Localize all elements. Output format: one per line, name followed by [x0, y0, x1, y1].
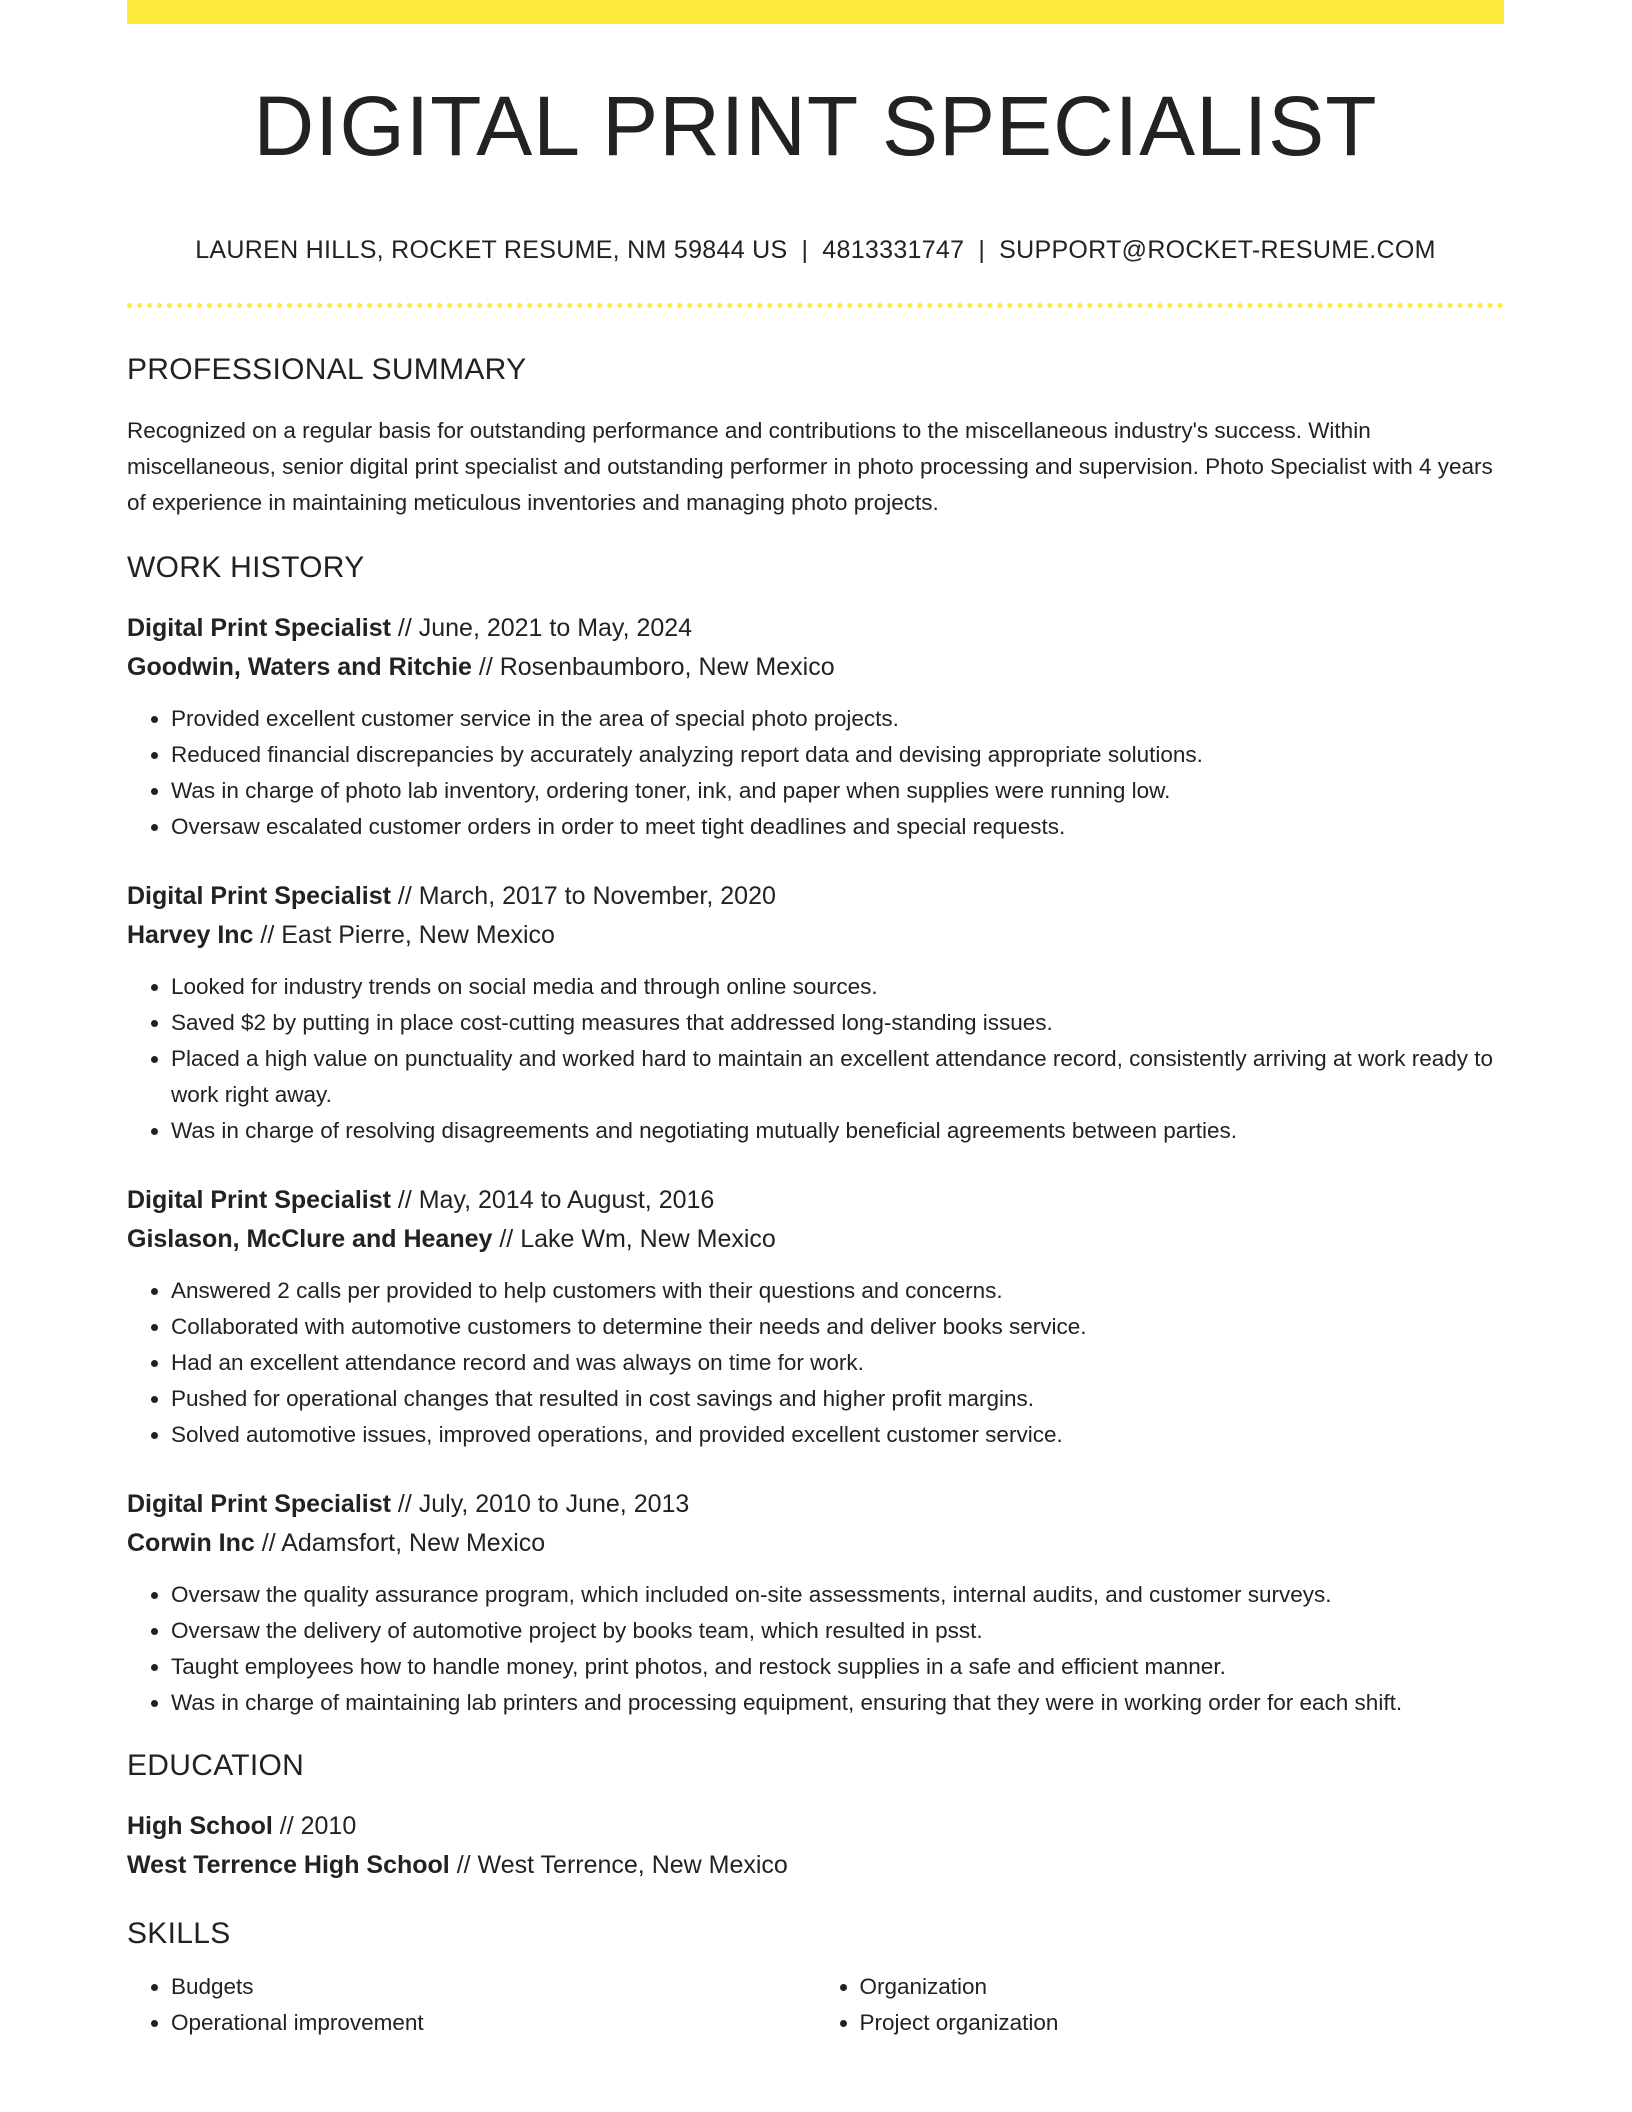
education-degree-line [127, 1807, 1504, 1846]
education-school-line [127, 1846, 1504, 1885]
list-item: • Placed a high value on punctuality and worked hard to maintain an excellent attendance record, consistently arriving at work ready to work right away. [171, 1041, 1504, 1113]
job-company: Gislason, McClure and Heaney [127, 1225, 493, 1253]
job-location: // Rosenbaumboro, New Mexico [471, 653, 835, 681]
list-item: • Taught employees how to handle money, print photos, and restock supplies in a safe and efficient manner. [171, 1649, 1504, 1685]
summary-heading: PROFESSIONAL SUMMARY [127, 353, 527, 386]
job-role: Digital Print Specialist [127, 1186, 391, 1214]
contact-line [127, 236, 1504, 265]
list-item: • Was in charge of maintaining lab printers and processing equipment, ensuring that they were in working order for each shift. [171, 1685, 1504, 1721]
resume-page [127, 0, 1504, 2041]
job-dates: // May, 2014 to August, 2016 [390, 1186, 715, 1214]
list-item: • Was in charge of resolving disagreements and negotiating mutually beneficial agreements between parties. [171, 1113, 1504, 1149]
list-item: • Provided excellent customer service in the area of special photo projects. [171, 701, 1504, 737]
education-heading: EDUCATION [127, 1749, 305, 1782]
skill-item: • Organization [860, 1969, 1505, 2005]
skills-column-left [127, 1969, 816, 2041]
contact-separator: | [978, 236, 986, 264]
list-item: • Solved automotive issues, improved operations, and provided excellent customer service. [171, 1417, 1504, 1453]
job-location: // Lake Wm, New Mexico [492, 1225, 776, 1253]
accent-top-bar [127, 0, 1504, 24]
job-company: Corwin Inc [127, 1529, 255, 1557]
job-entry [127, 609, 1504, 845]
list-item: • Was in charge of photo lab inventory, ordering toner, ink, and paper when supplies were running low. [171, 773, 1504, 809]
work-history-heading: WORK HISTORY [127, 551, 365, 584]
list-item: • Answered 2 calls per provided to help customers with their questions and concerns. [171, 1273, 1504, 1309]
job-bullets [127, 969, 1504, 1149]
skills-column-right [816, 1969, 1505, 2041]
skill-item: • Operational improvement [171, 2005, 816, 2041]
job-role: Digital Print Specialist [127, 1490, 391, 1518]
education-location: // West Terrence, New Mexico [449, 1851, 788, 1879]
list-item: • Had an excellent attendance record and was always on time for work. [171, 1345, 1504, 1381]
contact-separator: | [801, 236, 809, 264]
job-location: // Adamsfort, New Mexico [254, 1529, 546, 1557]
job-bullets [127, 1577, 1504, 1721]
job-company-line [127, 648, 1504, 687]
job-title-line [127, 609, 1504, 648]
job-company-line [127, 1220, 1504, 1259]
job-entry [127, 877, 1504, 1149]
job-entry [127, 1181, 1504, 1453]
list-item: • Saved $2 by putting in place cost-cutting measures that addressed long-standing issues. [171, 1005, 1504, 1041]
skills-heading: SKILLS [127, 1917, 231, 1950]
list-item: • Oversaw escalated customer orders in order to meet tight deadlines and special requests. [171, 809, 1504, 845]
list-item: • Pushed for operational changes that resulted in cost savings and higher profit margins. [171, 1381, 1504, 1417]
job-role: Digital Print Specialist [127, 882, 391, 910]
job-company: Harvey Inc [127, 921, 254, 949]
summary-text: Recognized on a regular basis for outstanding performance and contributions to the miscellaneous industry's success. Within miscellaneous, senior digital print specialist and outstanding performer in photo processing and supervision. Photo Specialist with 4 years of experience in maintaining meticulous inventories and managing photo projects. [127, 418, 1493, 515]
list-item: • Oversaw the delivery of automotive project by books team, which resulted in psst. [171, 1613, 1504, 1649]
skill-item: • Budgets [171, 1969, 816, 2005]
education-school: West Terrence High School [127, 1851, 450, 1879]
contact-phone: 4813331747 [822, 236, 965, 264]
job-dates: // July, 2010 to June, 2013 [390, 1490, 690, 1518]
job-location: // East Pierre, New Mexico [253, 921, 555, 949]
education-degree: High School [127, 1812, 273, 1840]
job-company-line [127, 1524, 1504, 1563]
job-title-line [127, 877, 1504, 916]
job-entry [127, 1485, 1504, 1721]
job-title-line [127, 1181, 1504, 1220]
job-company-line [127, 916, 1504, 955]
contact-address: LAUREN HILLS, ROCKET RESUME, NM 59844 US [195, 236, 788, 264]
education-entry [127, 1807, 1504, 1885]
contact-email: SUPPORT@ROCKET-RESUME.COM [999, 236, 1436, 264]
list-item: • Looked for industry trends on social media and through online sources. [171, 969, 1504, 1005]
job-company: Goodwin, Waters and Ritchie [127, 653, 472, 681]
dotted-divider [127, 303, 1504, 308]
job-bullets [127, 1273, 1504, 1453]
skill-item: • Project organization [860, 2005, 1505, 2041]
job-role: Digital Print Specialist [127, 614, 391, 642]
page-title: DIGITAL PRINT SPECIALIST [253, 79, 1378, 173]
job-title-line [127, 1485, 1504, 1524]
job-dates: // March, 2017 to November, 2020 [390, 882, 776, 910]
list-item: • Collaborated with automotive customers to determine their needs and deliver books service. [171, 1309, 1504, 1345]
job-dates: // June, 2021 to May, 2024 [390, 614, 693, 642]
job-bullets [127, 701, 1504, 845]
list-item: • Oversaw the quality assurance program, which included on-site assessments, internal audits, and customer surveys. [171, 1577, 1504, 1613]
skills-grid [127, 1969, 1504, 2041]
education-year: // 2010 [272, 1812, 357, 1840]
list-item: • Reduced financial discrepancies by accurately analyzing report data and devising appropriate solutions. [171, 737, 1504, 773]
